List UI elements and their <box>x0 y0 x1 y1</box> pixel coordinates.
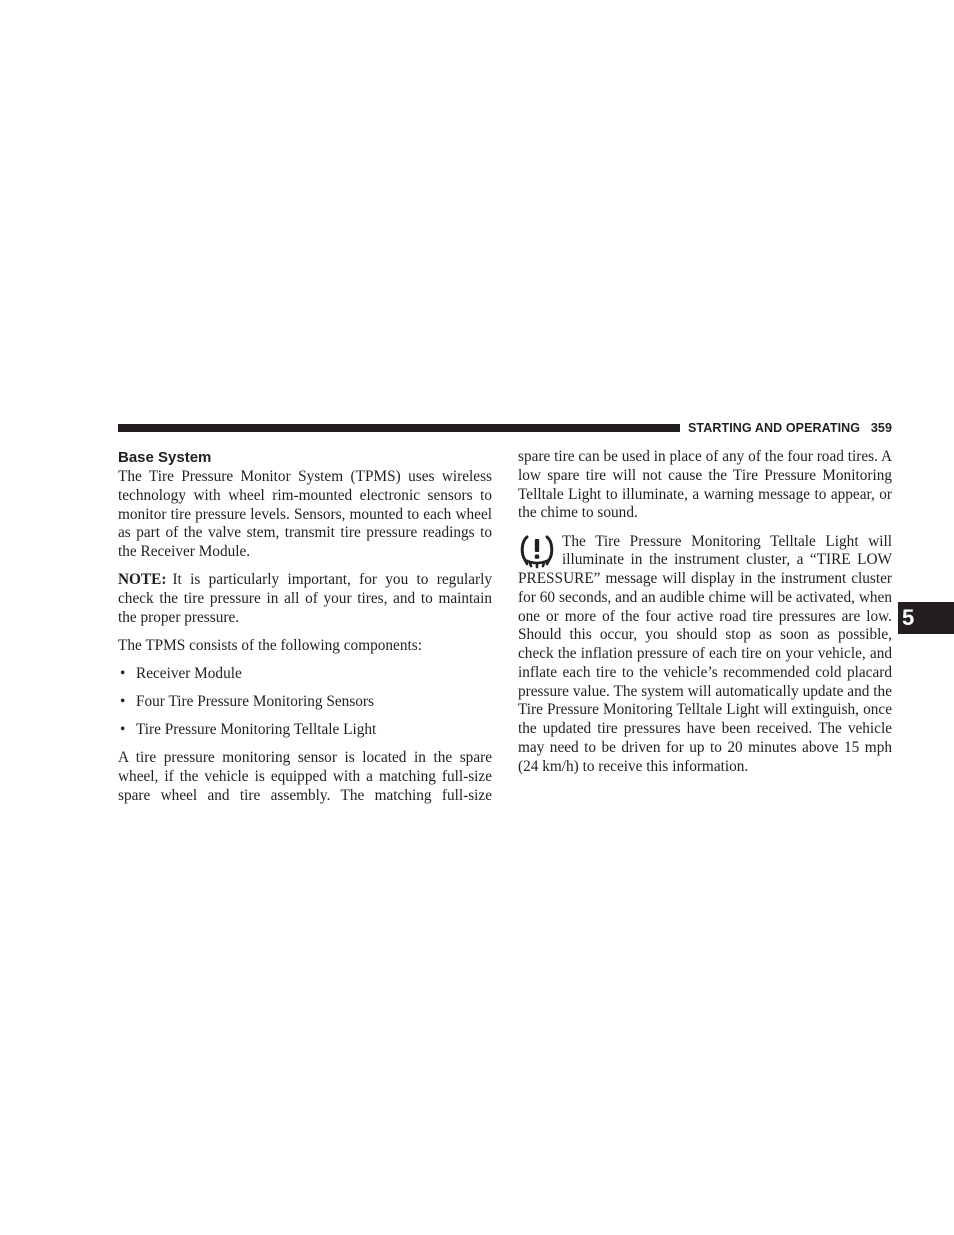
note-text: It is particularly important, for you to regularly check the tire pressure in all of your tires, and to maintain the proper pressure. <box>118 571 492 626</box>
left-column <box>118 448 492 815</box>
spare-continued-paragraph: spare tire can be used in place of any of the four road tires. A low spare tire will not cause the Tire Pressure Monitoring Telltale Light to illuminate, a warning message to appear, or the chime to sound. <box>518 448 892 522</box>
section-heading: Base System <box>118 449 212 466</box>
list-item: • Tire Pressure Monitoring Telltale Light <box>120 721 377 739</box>
list-item: • Four Tire Pressure Monitoring Sensors <box>120 693 374 711</box>
running-header-title: STARTING AND OPERATING <box>688 421 861 435</box>
running-header <box>688 420 892 436</box>
list-item: • Receiver Module <box>120 665 242 683</box>
components-intro: The TPMS consists of the following components: <box>118 637 422 654</box>
telltale-paragraph <box>518 533 892 777</box>
bullet-icon: • <box>120 721 126 739</box>
right-column <box>518 448 892 786</box>
header-rule <box>118 424 680 432</box>
bullet-icon: • <box>120 693 126 711</box>
page-number: 359 <box>870 421 892 435</box>
note-label: NOTE: <box>118 571 167 589</box>
components-list <box>118 665 492 740</box>
intro-paragraph: The Tire Pressure Monitor System (TPMS) uses wireless technology with wheel rim-mounted electronic sensors to monitor tire pressure levels. Sensors, mounted to each wheel as part of the valve stem, transmit tire pressure readings to the Receiver Module. <box>118 468 492 560</box>
tire-pressure-warning-icon <box>518 533 556 569</box>
note-paragraph <box>118 571 492 627</box>
telltale-text: The Tire Pressure Monitoring Telltale Light will illuminate in the instrument cluster, a “TIRE LOW PRESSURE” message will display in the instrument cluster for 60 seconds, and an audible chime will be activated, when one or more of the four active road tire pressures are low. Should this occur, you should stop as soon as possible, check the inflation pressure of each tire on your vehicle, and inflate each tire to the vehicle’s recommended cold placard pressure value. The system will automatically update and the Tire Pressure Monitoring Telltale Light will extinguish, once the updated tire pressures have been received. The vehicle may need to be driven for up to 20 minutes above 15 mph (24 km/h) to receive this information. <box>518 532 892 775</box>
spare-sensor-paragraph: A tire pressure monitoring sensor is located in the spare wheel, if the vehicle is equipped with a matching full-size spare wheel and tire assembly. The matching full-size <box>118 749 492 804</box>
chapter-tab: 5 <box>898 602 954 634</box>
bullet-icon: • <box>120 665 126 683</box>
